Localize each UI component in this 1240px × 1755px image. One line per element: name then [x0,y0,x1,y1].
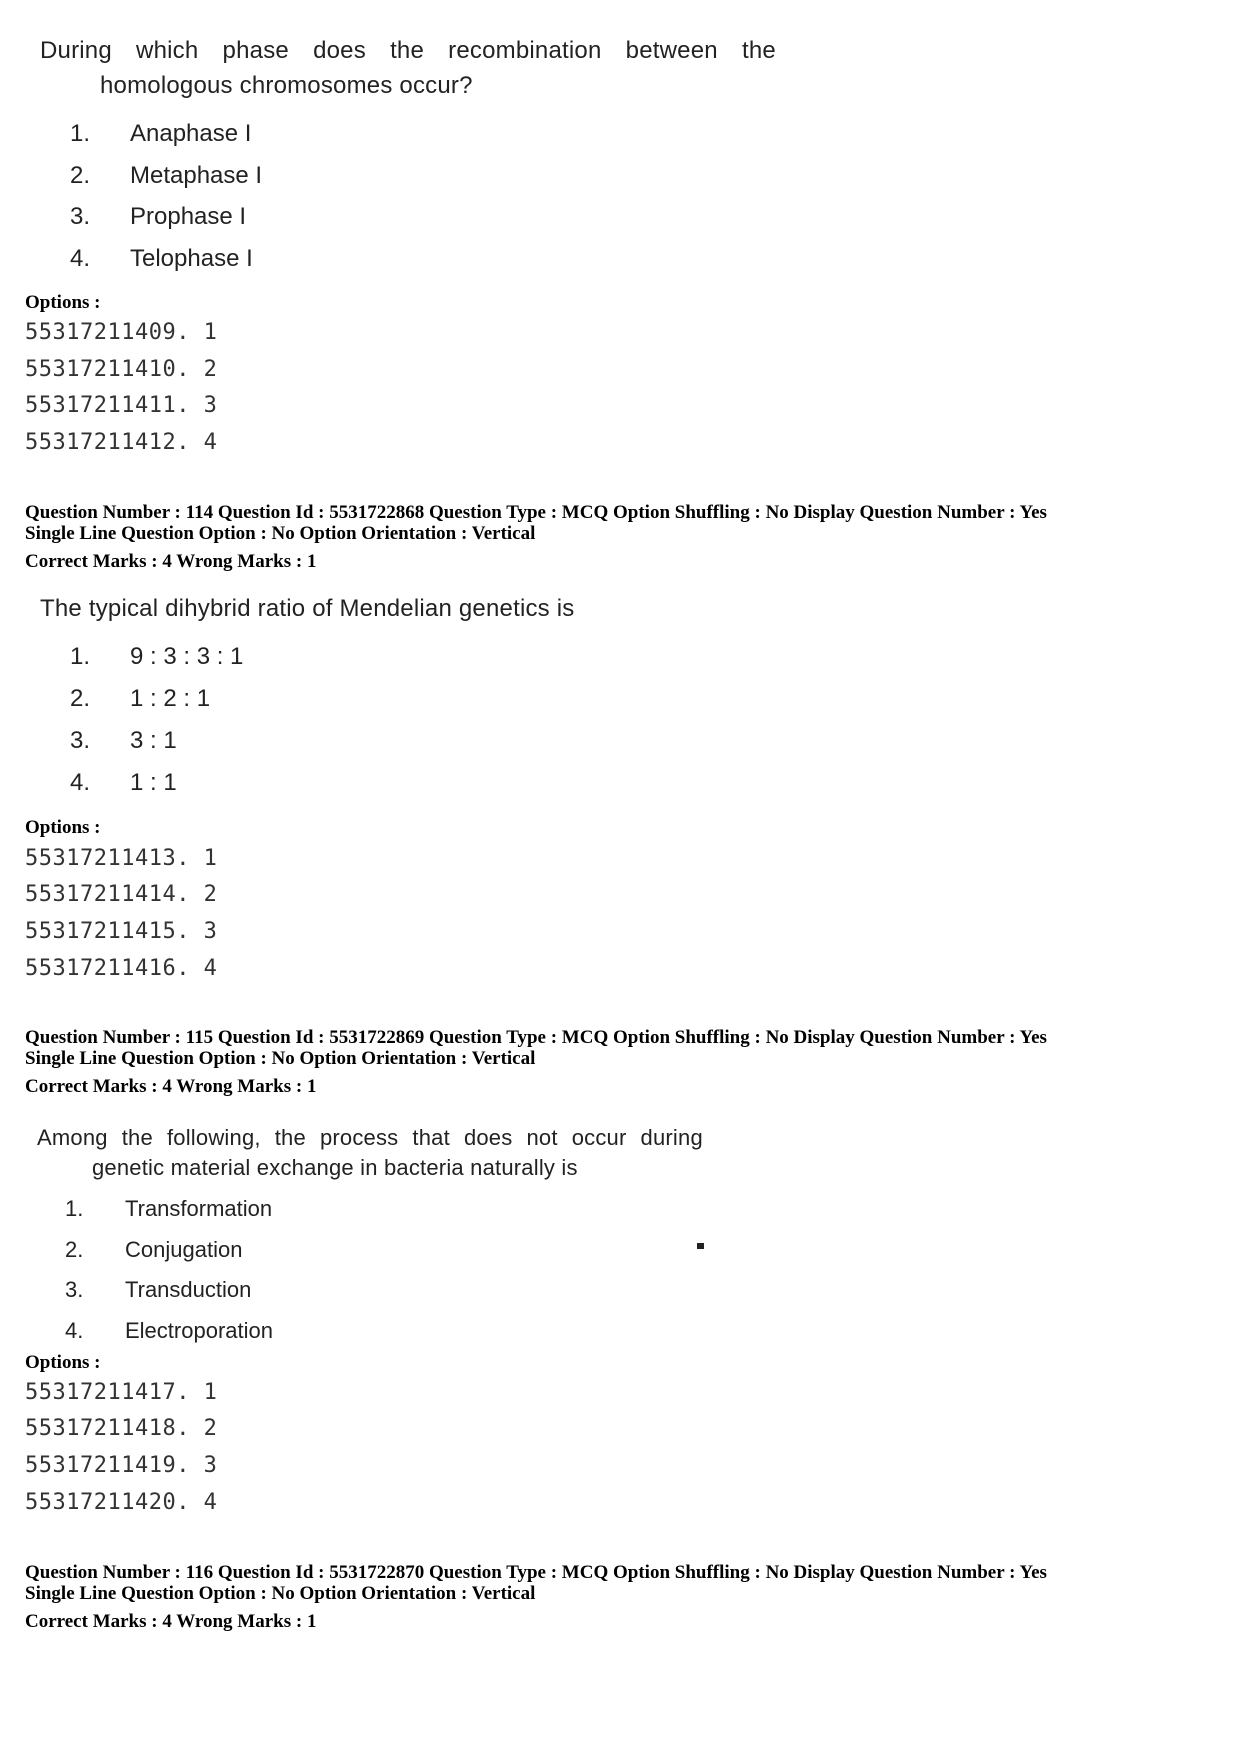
question-header-line1: Question Number : 114 Question Id : 5531722868 Question Type : MCQ Option Shuffling : No Display Question Number : Yes [25,502,1047,523]
question-text-line1: Among the following, the process that does not occur during [37,1125,703,1150]
question-header-line1: Question Number : 115 Question Id : 5531722869 Question Type : MCQ Option Shuffling : No Display Question Number : Yes [25,1027,1047,1048]
choice-item: 2. Metaphase I [70,162,263,189]
question-header-line2: Single Line Question Option : No Option Orientation : Vertical [25,523,536,544]
choice-item: 2. 1 : 2 : 1 [70,685,211,712]
question-text-line1: During which phase does the recombination between the [40,37,776,64]
option-id: 55317211418. 2 [25,1416,218,1441]
question-header-line1: Question Number : 116 Question Id : 5531722870 Question Type : MCQ Option Shuffling : No Display Question Number : Yes [25,1562,1047,1583]
option-id: 55317211420. 4 [25,1490,218,1515]
choice-item: 3. Prophase I [70,203,247,230]
options-label: Options : [25,292,101,313]
question-text-line2: homologous chromosomes occur? [100,72,473,99]
option-id: 55317211416. 4 [25,956,218,981]
question-header-line2: Single Line Question Option : No Option Orientation : Vertical [25,1583,536,1604]
option-id: 55317211411. 3 [25,393,218,418]
choice-item: 1. Anaphase I [70,120,252,147]
option-id: 55317211414. 2 [25,882,218,907]
option-id: 55317211409. 1 [25,320,218,345]
choice-item: 3. 3 : 1 [70,727,177,754]
question-text-line1: The typical dihybrid ratio of Mendelian genetics is [40,595,575,622]
option-id: 55317211413. 1 [25,846,218,871]
question-marks: Correct Marks : 4 Wrong Marks : 1 [25,1611,317,1632]
question-marks: Correct Marks : 4 Wrong Marks : 1 [25,1076,317,1097]
option-id: 55317211410. 2 [25,357,218,382]
choice-item: 4. Telophase I [70,245,253,272]
choice-item: 1. Transformation [65,1196,273,1221]
options-label: Options : [25,817,101,838]
choice-item: 2. Conjugation [65,1237,243,1262]
option-id: 55317211412. 4 [25,430,218,455]
choice-item: 1. 9 : 3 : 3 : 1 [70,643,244,670]
choice-item: 3. Transduction [65,1277,252,1302]
choice-item: 4. Electroporation [65,1318,273,1343]
question-text-line2: genetic material exchange in bacteria naturally is [92,1155,578,1180]
option-id: 55317211417. 1 [25,1380,218,1405]
choice-item: 4. 1 : 1 [70,769,177,796]
option-id: 55317211415. 3 [25,919,218,944]
stray-mark [697,1243,704,1249]
question-header-line2: Single Line Question Option : No Option Orientation : Vertical [25,1048,536,1069]
options-label: Options : [25,1352,101,1373]
question-marks: Correct Marks : 4 Wrong Marks : 1 [25,551,317,572]
option-id: 55317211419. 3 [25,1453,218,1478]
